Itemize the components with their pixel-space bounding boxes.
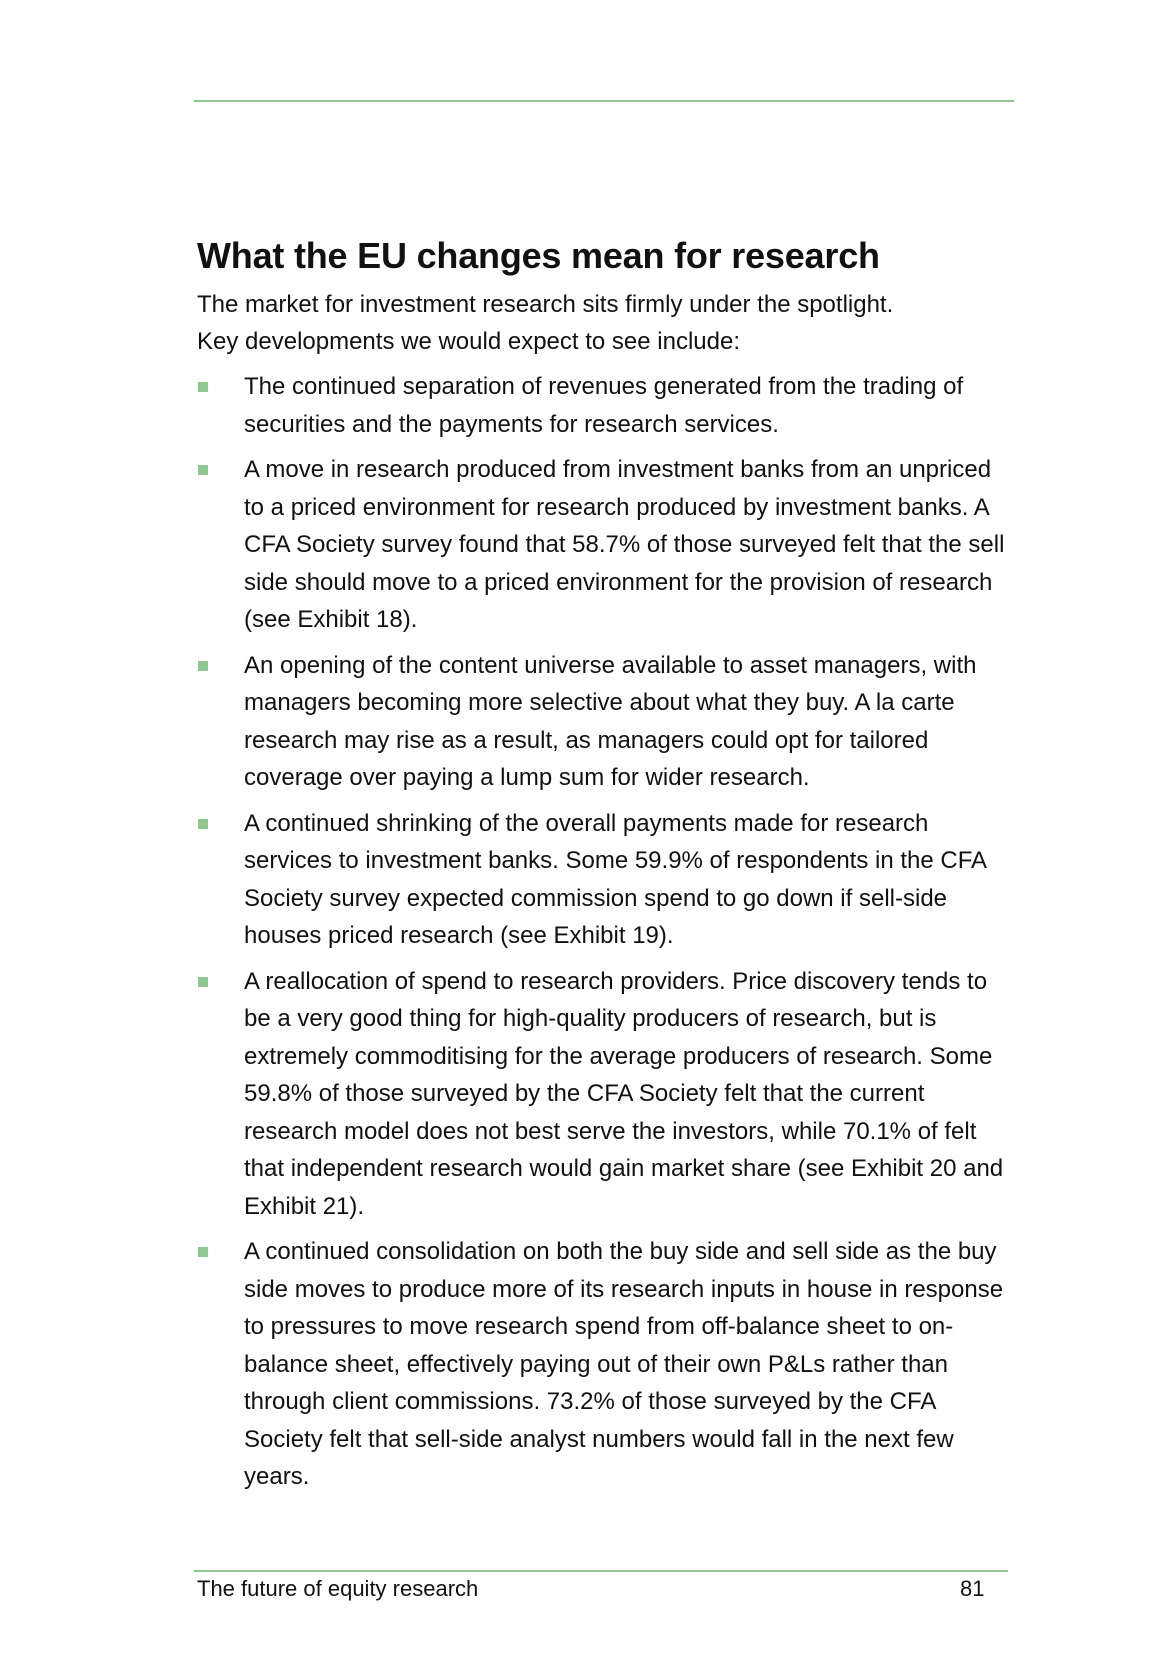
bullet-list bbox=[197, 368, 1009, 1496]
bullet-item bbox=[197, 647, 1009, 797]
footer-title: The future of equity research bbox=[197, 1576, 479, 1601]
bullet-item bbox=[197, 368, 1009, 443]
square-bullet-icon bbox=[198, 382, 208, 392]
intro-paragraph bbox=[197, 286, 1009, 360]
square-bullet-icon bbox=[198, 465, 208, 475]
section-heading: What the EU changes mean for research bbox=[197, 235, 880, 276]
square-bullet-icon bbox=[198, 819, 208, 829]
footer-rule bbox=[194, 1570, 1008, 1572]
bullet-text: An opening of the content universe available to asset managers, with managers becoming more selective about what they buy. A la carte research may rise as a result, as managers could opt for tailored coverage over paying a lump sum for wider research. bbox=[244, 651, 977, 791]
intro-line-2: Key developments we would expect to see include: bbox=[197, 328, 740, 355]
article-body bbox=[197, 234, 1009, 1504]
bullet-text: A continued shrinking of the overall payments made for research services to investment banks. Some 59.9% of respondents in the CFA Society survey expected commission spend to go down if sell-side houses priced research (see Exhibit 19). bbox=[244, 809, 986, 949]
intro-line-1: The market for investment research sits firmly under the spotlight. bbox=[197, 291, 894, 318]
bullet-item bbox=[197, 1233, 1009, 1496]
bullet-item bbox=[197, 805, 1009, 955]
square-bullet-icon bbox=[198, 977, 208, 987]
square-bullet-icon bbox=[198, 661, 208, 671]
bullet-text: A move in research produced from investment banks from an unpriced to a priced environment for research produced by investment banks. A CFA Society survey found that 58.7% of those surveyed felt that the sell side should move to a priced environment for the provision of research (see Exhibit 18). bbox=[244, 456, 1005, 633]
bullet-text: A continued consolidation on both the buy side and sell side as the buy side moves to produce more of its research inputs in house in response to pressures to move research spend from off-balance sheet to on-balance sheet, effectively paying out of their own P&Ls rather than through client commissions. 73.2% of those surveyed by the CFA Society felt that sell-side analyst numbers would fall in the next few years. bbox=[244, 1238, 1004, 1490]
bullet-item bbox=[197, 963, 1009, 1226]
bullet-text: A reallocation of spend to research providers. Price discovery tends to be a very good thing for high-quality producers of research, but is extremely commoditising for the average producers of research. Some 59.8% of those surveyed by the CFA Society felt that the current research model does not best serve the investors, while 70.1% of felt that independent research would gain market share (see Exhibit 20 and Exhibit 21). bbox=[244, 967, 1004, 1220]
square-bullet-icon bbox=[198, 1247, 208, 1257]
header-rule bbox=[194, 100, 1014, 102]
bullet-item bbox=[197, 451, 1009, 639]
bullet-text: The continued separation of revenues generated from the trading of securities and the payments for research services. bbox=[244, 373, 964, 438]
page-number: 81 bbox=[960, 1576, 985, 1601]
